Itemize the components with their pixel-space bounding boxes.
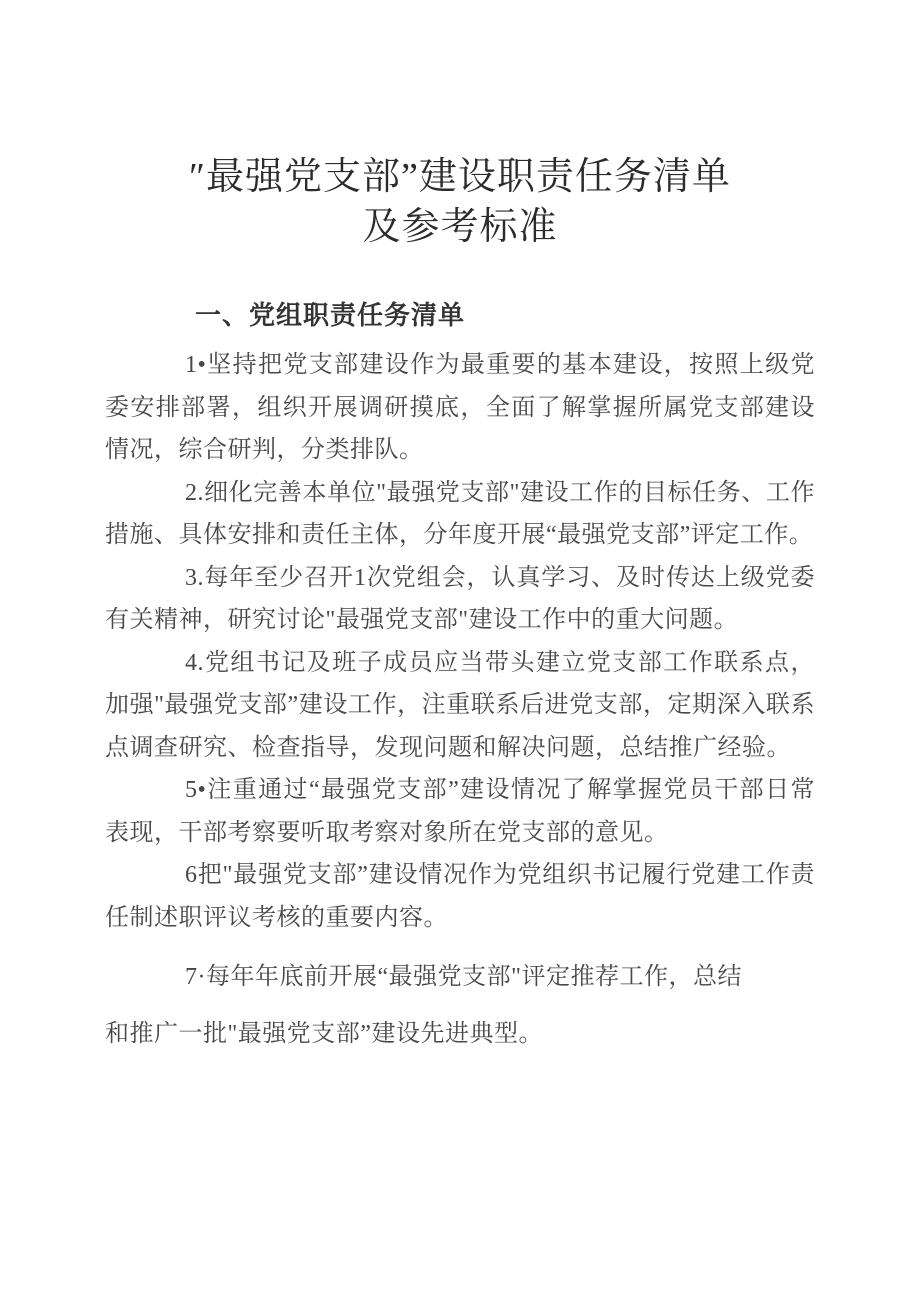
- document-title: [105, 152, 815, 252]
- title-line-1: ″最强党支部”建设职责任务清单: [189, 156, 731, 198]
- paragraph-item-7: 7·每年年底前开展“最强党支部"评定推荐工作，总结: [185, 964, 742, 990]
- paragraph-item-7-continued: 和推广一批"最强党支部”建设先进典型。: [105, 1021, 543, 1047]
- paragraph-item-1: 1•坚持把党支部建设作为最重要的基本建设，按照上级党委安排部署，组织开展调研摸底，全面了解掌握所属党支部建设情况，综合研判，分类排队。: [105, 352, 815, 463]
- paragraph-item-3: 3.每年至少召开1次党组会，认真学习、及时传达上级党委有关精神，研究讨论"最强党支部"建设工作中的重大问题。: [105, 564, 815, 633]
- title-line-2: 及参考标准: [362, 206, 558, 248]
- section-heading: 一、党组职责任务清单: [195, 300, 466, 330]
- paragraph-item-5: 5•注重通过“最强党支部”建设情况了解掌握党员干部日常表现，干部考察要听取考察对象所在党支部的意见。: [105, 777, 815, 846]
- document-body: [105, 344, 815, 1063]
- paragraph-item-6: 6把"最强党支部”建设情况作为党组织书记履行党建工作责任制述职评议考核的重要内容。: [105, 862, 815, 931]
- paragraph-item-2: 2.细化完善本单位"最强党支部"建设工作的目标任务、工作措施、具体安排和责任主体，分年度开展“最强党支部”评定工作。: [105, 479, 815, 548]
- paragraph-item-4: 4.党组书记及班子成员应当带头建立党支部工作联系点，加强"最强党支部”建设工作，注重联系后进党支部，定期深入联系点调查研究、检查指导，发现问题和解决问题，总结推广经验。: [105, 649, 815, 761]
